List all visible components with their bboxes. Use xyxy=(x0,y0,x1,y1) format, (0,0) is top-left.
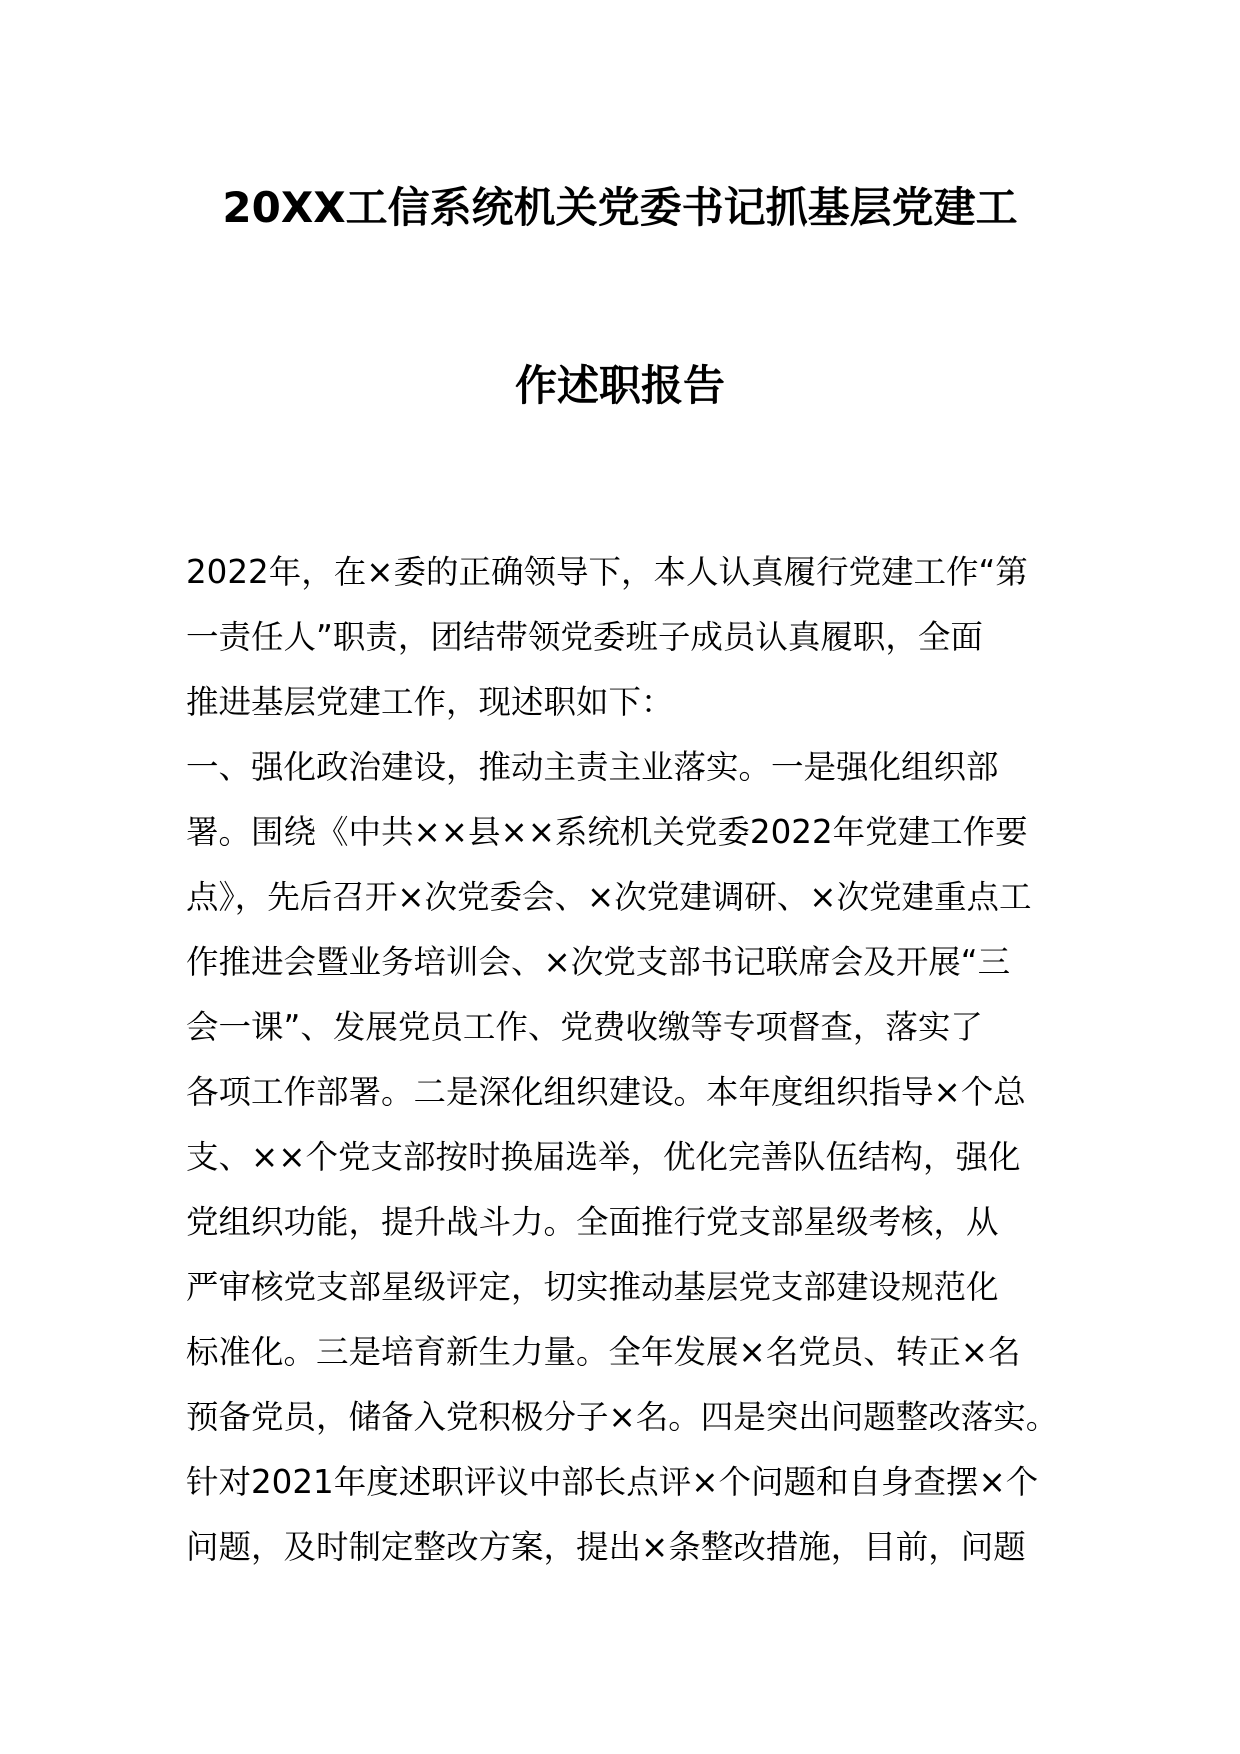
body-line-10: 支、××个党支部按时换届选举，优化完善队伍结构，强化 xyxy=(186,1138,1021,1176)
body-line-9: 各项工作部署。二是深化组织建设。本年度组织指导×个总 xyxy=(186,1073,1026,1111)
body-line-12: 严审核党支部星级评定，切实推动基层党支部建设规范化 xyxy=(186,1268,999,1306)
body-line-8: 会一课”、发展党员工作、党费收缴等专项督查，落实了 xyxy=(186,1008,983,1046)
body-line-16: 问题，及时制定整改方案，提出×条整改措施，目前，问题 xyxy=(186,1528,1026,1566)
document-body xyxy=(186,540,1066,1580)
body-line-3: 推进基层党建工作，现述职如下： xyxy=(186,683,674,721)
body-line-14: 预备党员，储备入党积极分子×名。四是突出问题整改落实。 xyxy=(186,1398,1059,1436)
body-line-7: 作推进会暨业务培训会、×次党支部书记联席会及开展“三 xyxy=(186,943,1011,981)
body-line-6: 点》，先后召开×次党委会、×次党建调研、×次党建重点工 xyxy=(186,878,1032,916)
body-line-4: 一、强化政治建设，推动主责主业落实。一是强化组织部 xyxy=(186,748,999,786)
body-line-11: 党组织功能，提升战斗力。全面推行党支部星级考核，从 xyxy=(186,1203,999,1241)
document-title-line-2: 作述职报告 xyxy=(514,361,725,410)
body-line-5: 署。围绕《中共××县××系统机关党委2022年党建工作要 xyxy=(186,813,1028,851)
body-line-15: 针对2021年度述职评议中部长点评×个问题和自身查摆×个 xyxy=(186,1463,1039,1501)
body-line-2: 一责任人”职责，团结带领党委班子成员认真履职，全面 xyxy=(186,618,983,656)
body-line-1: 2022年，在×委的正确领导下，本人认真履行党建工作“第 xyxy=(186,553,1028,591)
body-line-13: 标准化。三是培育新生力量。全年发展×名党员、转正×名 xyxy=(186,1333,1021,1371)
document-title-line-1: 20XX工信系统机关党委书记抓基层党建工 xyxy=(222,183,1018,232)
